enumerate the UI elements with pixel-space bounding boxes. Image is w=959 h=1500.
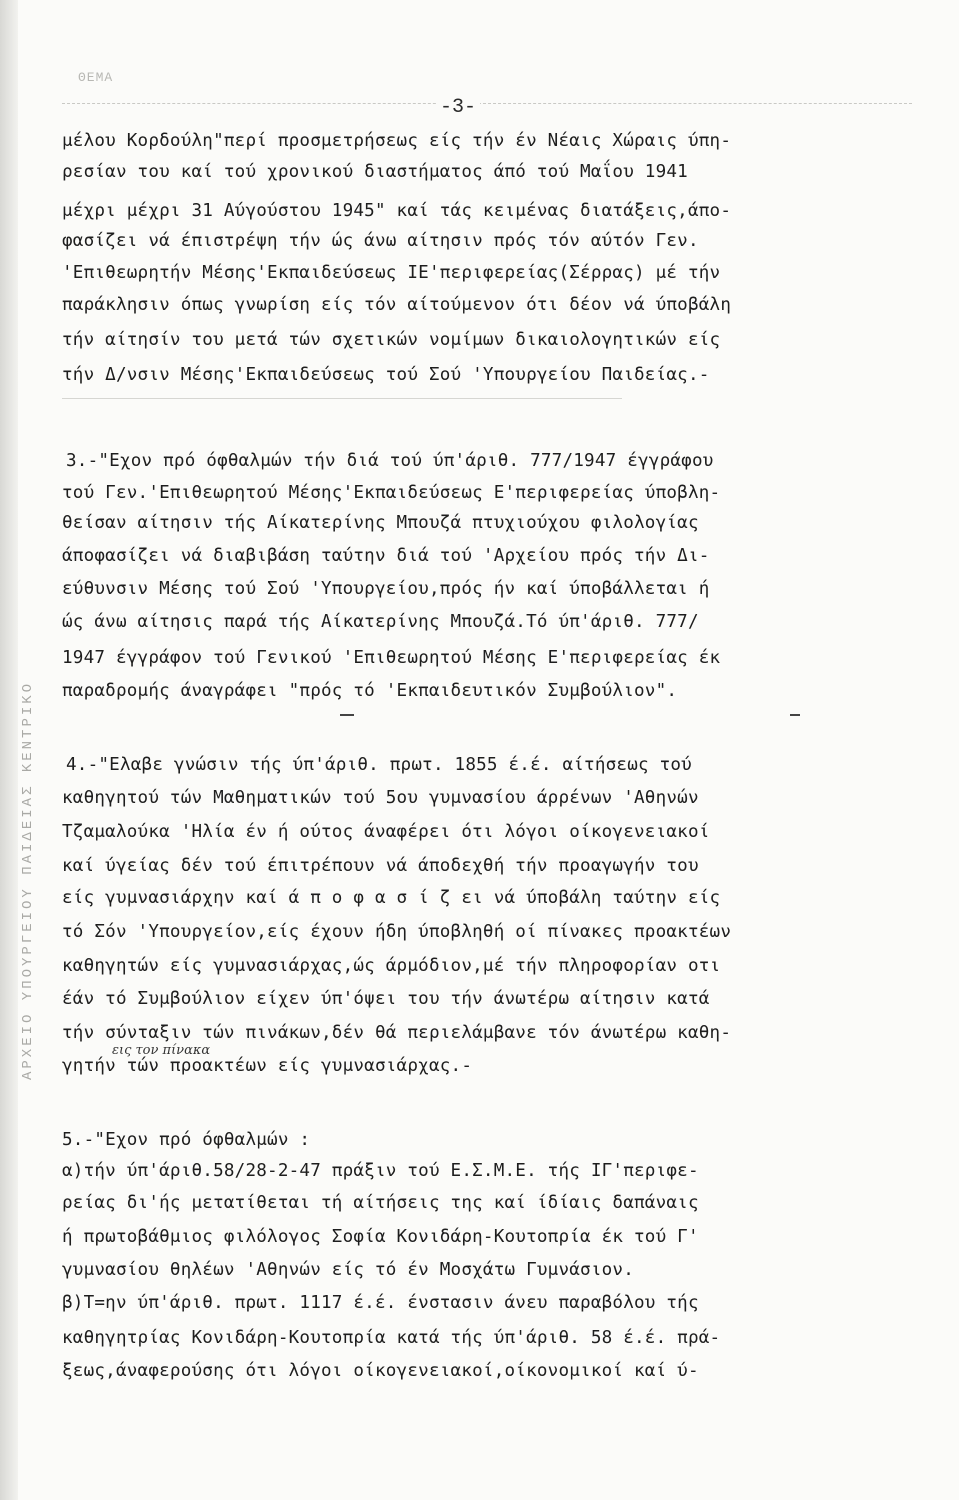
text-line: 'Επιθεωρητήν Μέσης'Εκπαιδεύσεως ΙΕ'περιφερείας(Σέρρας) μέ τήν [62, 263, 721, 283]
text-line: τού Γεν.'Επιθεωρητού Μέσης'Εκπαιδεύσεως Ε'περιφερείας ύποβλη- [62, 483, 721, 503]
scan-edge-shadow [0, 0, 18, 1500]
text-line: 5.-"Εχον πρό όφθαλμών : [62, 1130, 311, 1150]
text-line: 3.-"Εχον πρό όφθαλμών τήν διά τού ύπ'άριθ. 777/1947 έγγράφου [66, 451, 714, 471]
text-line: έάν τό Συμβούλιον είχεν ύπ'όψει του τήν άνωτέρω αίτησιν κατά [62, 989, 710, 1009]
text-line: μέλου Κορδούλη"περί προσμετρήσεως είς τήν έν Νέαις Χώραις ύπη- [62, 131, 732, 151]
text-line: καθηγητρίας Κονιδάρη-Κουτοπρία κατά τής ύπ'άριθ. 58 έ.έ. πρά- [62, 1328, 721, 1348]
separator-dash [340, 714, 354, 716]
side-archive-stamp: ΑΡΧΕΙΟ ΥΠΟΥΡΓΕΙΟΥ ΠΑΙΔΕΙΑΣ ΚΕΝΤΡΙΚΟ [20, 680, 36, 1080]
text-line: ή πρωτοβάθμιος φιλόλογος Σοφία Κονιδάρη-Κουτοπρία έκ τού Γ' [62, 1227, 699, 1247]
header-rule [62, 103, 912, 104]
text-line: άποφασίζει νά διαβιβάση ταύτην διά τού 'Αρχείου πρός τήν Δι- [62, 546, 710, 566]
text-line: καθηγητών είς γυμνασιάρχας,ώς άρμόδιον,μέ τήν πληροφορίαν οτι [62, 956, 721, 976]
text-line: θείσαν αίτησιν τής Αίκατερίνης Μπουζά πτυχιούχου φιλολογίας [62, 513, 699, 533]
text-line: Τζαμαλούκα 'Ηλία έν ή ούτος άναφέρει ότι λόγοι οίκογενειακοί [62, 822, 710, 842]
text-line: καί ύγείας δέν τού έπιτρέπουν νά άποδεχθή τήν προαγωγήν του [62, 856, 699, 876]
text-line: τήν αίτησίν του μετά τών σχετικών νομίμων δικαιολογητικών είς [62, 330, 721, 350]
text-line: 4.-"Ελαβε γνώσιν τής ύπ'άριθ. πρωτ. 1855 έ.έ. αίτήσεως τού [66, 755, 692, 775]
page-number: -3- [436, 96, 480, 119]
text-line: ρεσίαν του καί τού χρονικού διαστήματος άπό τού Μαΐου 1941 [62, 162, 688, 182]
text-line: ώς άνω αίτησις παρά τής Αίκατερίνης Μπουζά.Τό ύπ'άριθ. 777/ [62, 612, 699, 632]
text-line: φασίζει νά έπιστρέψη τήν ώς άνω αίτησιν πρός τόν αύτόν Γεν. [62, 231, 699, 251]
separator-dash [790, 714, 800, 716]
faint-divider [62, 398, 622, 399]
text-line: μέχρι μέχρι 31 Αύγούστου 1945" καί τάς κειμένας διατάξεις,άπο- [62, 201, 732, 221]
text-line: καθηγητού τών Μαθηματικών τού 5ου γυμνασίου άρρένων 'Αθηνών [62, 788, 699, 808]
text-line: τήν σύνταξιν τών πινάκων,δέν θά περιελάμβανε τόν άνωτέρω καθη- [62, 1023, 732, 1043]
text-line: β)Τ=ην ύπ'άριθ. πρωτ. 1117 έ.έ. ένστασιν άνευ παραβόλου τής [62, 1293, 699, 1313]
text-line: α)τήν ύπ'άριθ.58/28-2-47 πράξιν τού Ε.Σ.Μ.Ε. τής ΙΓ'περιφε- [62, 1161, 699, 1181]
text-line: τήν Δ/νσιν Μέσης'Εκπαιδεύσεως τού Σού 'Υπουργείου Παιδείας.- [62, 365, 710, 385]
text-line: γυμνασίου θηλέων 'Αθηνών είς τό έν Μοσχάτω Γυμνάσιον. [62, 1260, 634, 1280]
text-line: παράκλησιν όπως γνωρίση είς τόν αίτούμενον ότι δέον νά ύποβάλη [62, 295, 732, 315]
text-line: είς γυμνασιάρχην καί ά π ο φ α σ ί ζ ει νά ύποβάλη ταύτην είς [62, 888, 721, 908]
text-line: εύθυνσιν Μέσης τού Σού 'Υπουργείου,πρός ήν καί ύποβάλλεται ή [62, 579, 710, 599]
text-line: παραδρομής άναγράφει "πρός τό 'Εκπαιδευτικόν Συμβούλιον". [62, 681, 678, 701]
text-line: 1947 έγγράφον τού Γενικού 'Επιθεωρητού Μέσης Ε'περιφερείας έκ [62, 648, 721, 668]
text-line: τό Σόν 'Υπουργείον,είς έχουν ήδη ύποβληθή οί πίνακες προακτέων [62, 922, 732, 942]
text-line: γητήν τών προακτέων είς γυμνασιάρχας.- [62, 1056, 473, 1076]
top-faint-mark: ΘΕΜΑ [78, 70, 114, 85]
text-line: ρείας δι'ής μετατίθεται τή αίτήσεις της καί ίδίαις δαπάναις [62, 1193, 699, 1213]
handwritten-insert: εις τον πίνακα [112, 1043, 211, 1058]
text-line: ξεως,άναφερούσης ότι λόγοι οίκογενειακοί,οίκονομικοί καί ύ- [62, 1361, 699, 1381]
